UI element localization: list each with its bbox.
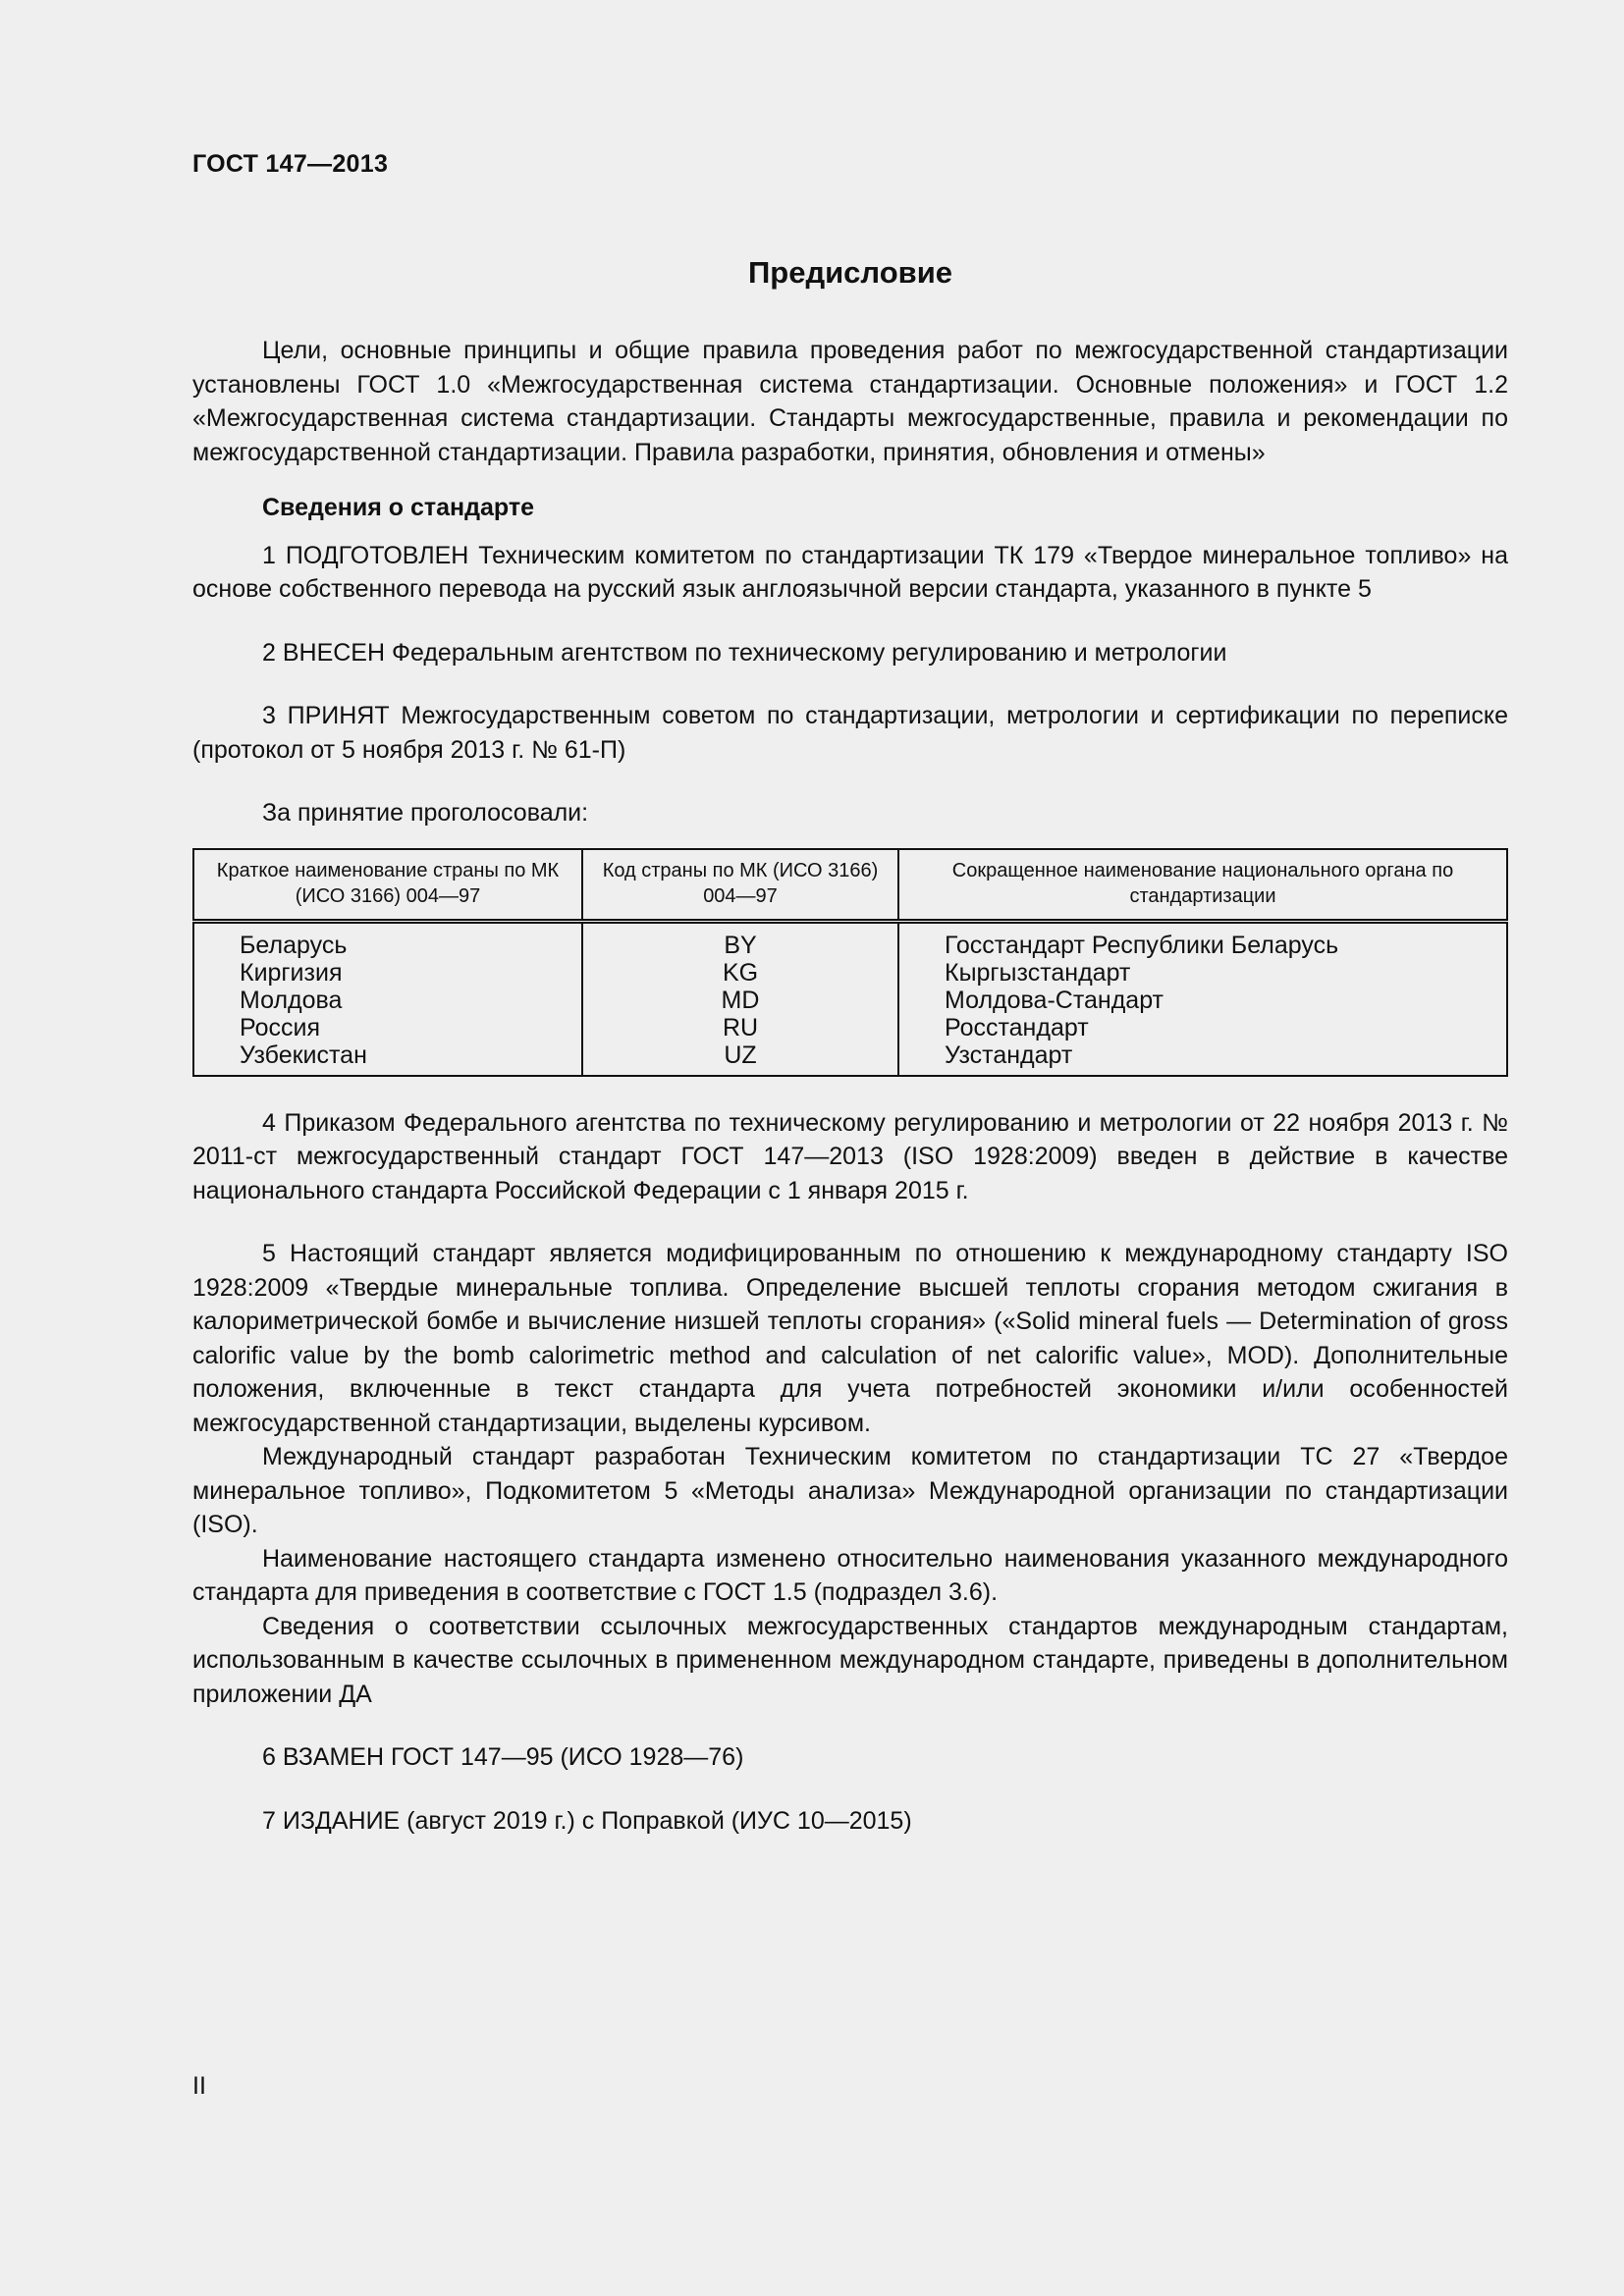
- standards-body: Кыргызстандарт: [945, 958, 1131, 987]
- standards-body: Молдова-Стандарт: [945, 986, 1164, 1014]
- item-2-introduced: 2 ВНЕСЕН Федеральным агентством по техническому регулированию и метрологии: [262, 638, 1227, 667]
- standards-body: Росстандарт: [945, 1013, 1089, 1041]
- header-country-name: Краткое наименование страны по МК (ИСО 3166) 004—97: [193, 849, 582, 922]
- country-name: Беларусь: [240, 931, 348, 959]
- country-code: BY: [724, 931, 757, 959]
- item-5-references: Сведения о соответствии ссылочных межгосударственных стандартов международным стандартам, использованным в качестве ссылочных в примененном международном стандарте, приведены в дополнительном приложении ДА: [192, 1612, 1508, 1708]
- country-name: Россия: [240, 1013, 320, 1041]
- country-code: MD: [721, 986, 760, 1014]
- svedenia-heading: Сведения о стандарте: [262, 494, 535, 521]
- header-country-code: Код страны по МК (ИСО 3166) 004—97: [582, 849, 898, 922]
- item-5-modified: 5 Настоящий стандарт является модифицированным по отношению к международному стандарту ISO 1928:2009 «Твердые минеральные топлива. Определение высшей теплоты сгорания методом сжигания в калориметрической бомбе и вычисление низшей теплоты сгорания» («Solid mineral fuels — Determination of gross calorific value by the bomb calorimetric method and calculation of net calorific value», MOD). Дополнительные положения, включенные в текст стандарта для учета потребностей экономики и/или особенностей межгосударственной стандартизации, выделены курсивом.: [192, 1240, 1508, 1437]
- page-number: II: [192, 2072, 206, 2100]
- preface-intro: Цели, основные принципы и общие правила проведения работ по межгосударственной стандартизации установлены ГОСТ 1.0 «Межгосударственная система стандартизации. Основные положения» и ГОСТ 1.2 «Межгосударственная система стандартизации. Стандарты межгосударственные, правила и рекомендации по межгосударственной стандартизации. Правила разработки, принятия, обновления и отмены»: [192, 337, 1508, 466]
- country-name: Киргизия: [240, 958, 343, 987]
- table-row: [193, 921, 1507, 1076]
- country-name: Узбекистан: [240, 1041, 367, 1069]
- item-5-title-change: Наименование настоящего стандарта изменено относительно наименования указанного международного стандарта для приведения в соответствие с ГОСТ 1.5 (подраздел 3.6).: [192, 1544, 1508, 1606]
- document-page: [192, 147, 1508, 1838]
- countries-cell: [193, 921, 582, 1076]
- preface-title: Предисловие: [747, 255, 952, 290]
- standard-id-header: ГОСТ 147—2013: [192, 150, 389, 178]
- item-5-international-committee: Международный стандарт разработан Техническим комитетом по стандартизации ТС 27 «Твердое минеральное топливо», Подкомитетом 5 «Методы анализа» Международной организации по стандартизации (ISO).: [192, 1443, 1508, 1538]
- codes-cell: [582, 921, 898, 1076]
- country-code: UZ: [724, 1041, 757, 1069]
- item-4-order: 4 Приказом Федерального агентства по техническому регулированию и метрологии от 22 ноября 2013 г. № 2011-ст межгосударственный стандарт ГОСТ 147—2013 (ISO 1928:2009) введен в действие в качестве национального стандарта Российской Федерации с 1 января 2015 г.: [192, 1108, 1508, 1204]
- country-code: KG: [722, 958, 759, 987]
- voting-table: [192, 848, 1508, 1077]
- bodies-cell: [898, 921, 1507, 1076]
- voted-label: За принятие проголосовали:: [262, 799, 589, 827]
- item-1-prepared: 1 ПОДГОТОВЛЕН Техническим комитетом по стандартизации ТК 179 «Твердое минеральное топливо» на основе собственного перевода на русский язык англоязычной версии стандарта, указанного в пункте 5: [192, 541, 1508, 603]
- header-standards-body: Сокращенное наименование национального органа по стандартизации: [898, 849, 1507, 922]
- country-code: RU: [722, 1013, 759, 1041]
- country-name: Молдова: [240, 986, 343, 1014]
- item-7-edition: 7 ИЗДАНИЕ (август 2019 г.) с Поправкой (ИУС 10—2015): [262, 1806, 912, 1835]
- standards-body: Узстандарт: [945, 1041, 1073, 1069]
- standards-body: Госстандарт Республики Беларусь: [945, 931, 1339, 959]
- voting-table-header-row: [193, 849, 1507, 922]
- item-3-adopted: 3 ПРИНЯТ Межгосударственным советом по стандартизации, метрологии и сертификации по переписке (протокол от 5 ноября 2013 г. № 61-П): [192, 702, 1508, 764]
- item-6-replaces: 6 ВЗАМЕН ГОСТ 147—95 (ИСО 1928—76): [262, 1743, 744, 1771]
